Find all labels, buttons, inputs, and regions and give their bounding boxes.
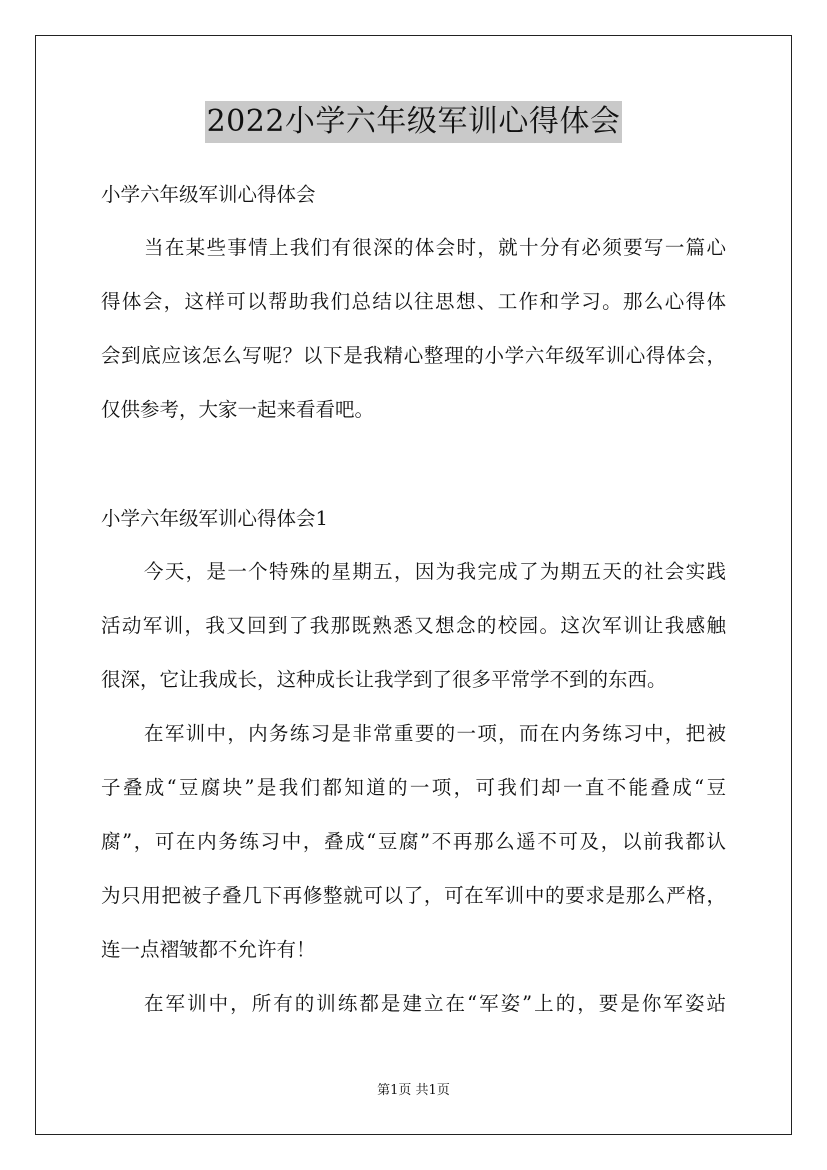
subtitle: 小学六年级军训心得体会 (101, 183, 316, 206)
body-line-1: 今天，是一个特殊的星期五，因为我完成了为期五天的社会实践 (144, 560, 726, 583)
intro-line-2: 得体会，这样可以帮助我们总结以往思想、工作和学习。那么心得体 (101, 290, 726, 313)
body-line-4: 在军训中，内务练习是非常重要的一项，而在内务练习中，把被 (144, 722, 726, 745)
document-title: 2022小学六年级军训心得体会 (205, 101, 623, 143)
intro-line-1: 当在某些事情上我们有很深的体会时，就十分有必须要写一篇心 (144, 236, 726, 259)
intro-line-4: 仅供参考，大家一起来看看吧。 (101, 398, 375, 421)
body-line-9: 在军训中，所有的训练都是建立在“军姿”上的，要是你军姿站 (144, 992, 726, 1015)
body-line-3: 很深，它让我成长，这种成长让我学到了很多平常学不到的东西。 (101, 668, 667, 691)
body-line-7: 为只用把被子叠几下再修整就可以了，可在军训中的要求是那么严格， (101, 884, 726, 907)
body-line-5: 子叠成“豆腐块”是我们都知道的一项，可我们却一直不能叠成“豆 (101, 776, 726, 799)
body-line-8: 连一点褶皱都不允许有！ (101, 938, 316, 961)
title-container (0, 101, 827, 143)
body-line-2: 活动军训，我又回到了我那既熟悉又想念的校园。这次军训让我感触 (101, 614, 726, 637)
section-heading: 小学六年级军训心得体会1 (101, 507, 328, 530)
page-footer: 第1页 共1页 (377, 1083, 450, 1098)
intro-line-3: 会到底应该怎么写呢？以下是我精心整理的小学六年级军训心得体会， (101, 344, 726, 367)
body-line-6: 腐”，可在内务练习中，叠成“豆腐”不再那么遥不可及，以前我都认 (101, 830, 726, 853)
